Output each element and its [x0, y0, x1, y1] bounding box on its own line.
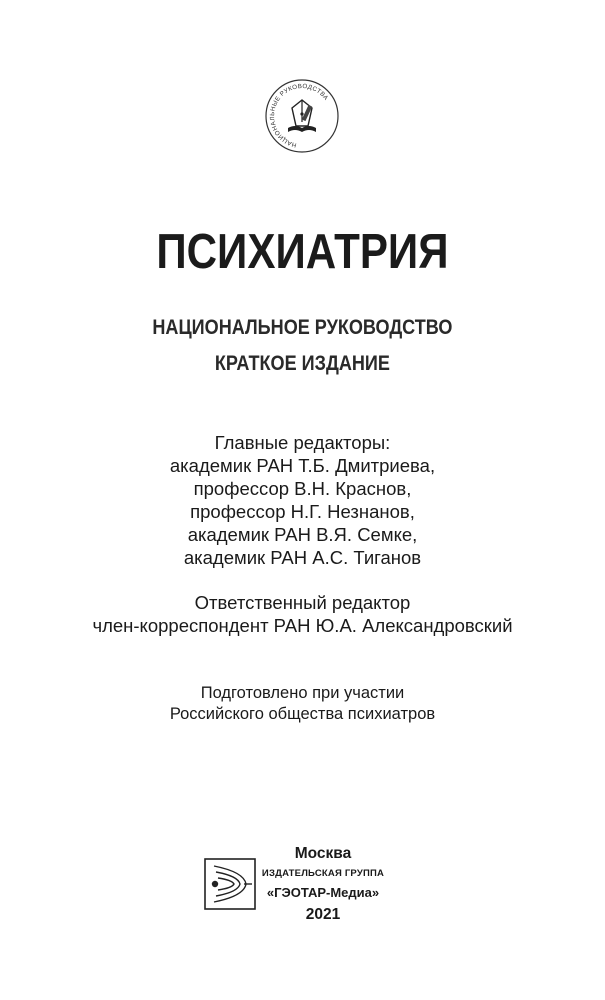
svg-text:НАЦИОНАЛЬНЫЕ РУКОВОДСТВА: [269, 83, 330, 149]
chief-editor-name: академик РАН Т.Б. Дмитриева,: [169, 455, 436, 476]
chief-editors-heading: Главные редакторы:: [214, 432, 391, 453]
chief-editors-block: [0, 431, 605, 569]
prepared-line-1: Подготовлено при участии: [200, 684, 405, 702]
book-title: ПСИХИАТРИЯ: [156, 225, 449, 279]
responsible-editor-block: [0, 591, 605, 637]
prepared-with-note: [0, 683, 605, 725]
prepared-line-2: Российского общества психиатров: [169, 705, 436, 723]
chief-editor-name: профессор Н.Г. Незнанов,: [190, 501, 415, 522]
responsible-editor-heading: Ответственный редактор: [194, 592, 411, 613]
publisher-group: ИЗДАТЕЛЬСКАЯ ГРУППА: [261, 868, 385, 879]
series-emblem-ring-text: НАЦИОНАЛЬНЫЕ РУКОВОДСТВА: [268, 82, 330, 149]
series-emblem-icon: [252, 78, 352, 154]
chief-editor-name: академик РАН А.С. Тиганов: [183, 547, 422, 568]
subtitle-line-2: КРАТКОЕ ИЗДАНИЕ: [214, 351, 390, 375]
chief-editor-name: профессор В.Н. Краснов,: [193, 478, 412, 499]
subtitle-line-1: НАЦИОНАЛЬНОЕ РУКОВОДСТВО: [152, 315, 453, 339]
responsible-editor-name: член-корреспондент РАН Ю.А. Александровский: [92, 615, 513, 636]
publisher-logo-icon: [204, 858, 256, 910]
publisher-name: «ГЭОТАР-Медиа»: [266, 885, 380, 900]
publisher-city: Москва: [294, 845, 352, 862]
chief-editor-name: академик РАН В.Я. Семке,: [187, 524, 418, 545]
publication-year: 2021: [305, 906, 341, 923]
